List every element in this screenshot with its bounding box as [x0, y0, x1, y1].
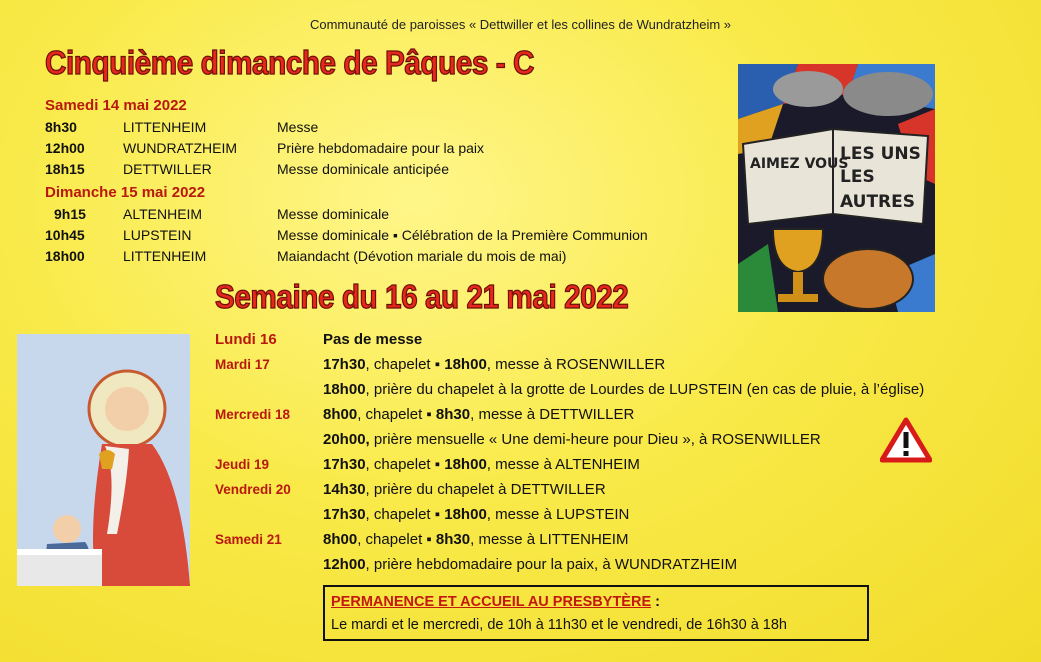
week-day-label: Vendredi 20 [215, 482, 291, 497]
weekend-title: Cinquième dimanche de Pâques - C [45, 44, 534, 81]
entry-time: 8h30 [45, 119, 77, 135]
schedule-row [45, 117, 725, 138]
week-day-label: Mardi 17 [215, 357, 270, 372]
week-entry: 14h30, prière du chapelet à DETTWILLER [323, 481, 606, 498]
week-row [215, 427, 995, 452]
weekend-schedule [45, 95, 725, 267]
week-day-label: Mercredi 18 [215, 407, 291, 422]
entry-place: WUNDRATZHEIM [123, 140, 238, 156]
entry-desc: Messe dominicale anticipée [277, 161, 449, 177]
warning-icon [880, 417, 932, 463]
entry-place: LITTENHEIM [123, 119, 207, 135]
schedule-row [45, 204, 725, 225]
entry-time: 18h00 [45, 248, 85, 264]
schedule-row [45, 138, 725, 159]
week-day-label: Lundi 16 [215, 331, 277, 348]
glass-text-4: AUTRES [840, 192, 915, 212]
entry-desc: Messe dominicale [277, 206, 390, 222]
glass-text-3: LES [840, 167, 875, 187]
glass-text-2: LES UNS [840, 144, 921, 164]
week-entry: 12h00, prière hebdomadaire pour la paix, à WUNDRATZHEIM [323, 556, 738, 573]
glass-text-1: AIMEZ VOUS [750, 156, 849, 172]
communion-image [17, 334, 190, 586]
schedule-row [45, 225, 725, 246]
weekend-day-heading: Dimanche 15 mai 2022 [45, 184, 206, 201]
week-entry: 17h30, chapelet ▪ 18h00, messe à ROSENWILLER [323, 356, 666, 373]
week-row [215, 552, 995, 577]
entry-desc: Messe [277, 119, 319, 135]
entry-place: LITTENHEIM [123, 248, 207, 264]
week-entry: 8h00, chapelet ▪ 8h30, messe à DETTWILLER [323, 406, 635, 423]
week-row [215, 352, 995, 377]
entry-place: LUPSTEIN [123, 227, 192, 243]
week-entry: 18h00, prière du chapelet à la grotte de Lourdes de LUPSTEIN (en cas de pluie, à l’église) [323, 381, 925, 398]
week-day-label: Jeudi 19 [215, 457, 270, 472]
week-entry: Pas de messe [323, 331, 423, 348]
entry-time: 10h45 [45, 227, 85, 243]
stained-glass-illustration [738, 64, 935, 312]
week-row [215, 477, 995, 502]
weekend-day-heading: Samedi 14 mai 2022 [45, 97, 187, 114]
entry-desc: Messe dominicale ▪ Célébration de la Première Communion [277, 227, 648, 243]
entry-place: ALTENHEIM [123, 206, 203, 222]
week-row [215, 402, 995, 427]
week-row [215, 327, 995, 352]
week-entry: 20h00, prière mensuelle « Une demi-heure pour Dieu », à ROSENWILLER [323, 431, 821, 448]
week-row [215, 527, 995, 552]
entry-time: 18h15 [45, 161, 85, 177]
stained-glass-image [738, 64, 935, 312]
week-day-label: Samedi 21 [215, 532, 282, 547]
week-schedule [215, 327, 995, 577]
week-entry: 8h00, chapelet ▪ 8h30, messe à LITTENHEIM [323, 531, 629, 548]
week-entry: 17h30, chapelet ▪ 18h00, messe à LUPSTEIN [323, 506, 630, 523]
office-hours-colon: : [651, 594, 660, 610]
week-row [215, 452, 995, 477]
entry-time: 12h00 [45, 140, 85, 156]
week-entry: 17h30, chapelet ▪ 18h00, messe à ALTENHEIM [323, 456, 640, 473]
entry-time: 9h15 [54, 206, 86, 222]
community-header: Communauté de paroisses « Dettwiller et les collines de Wundratzheim » [309, 17, 731, 32]
office-hours-box [323, 585, 869, 641]
entry-desc: Prière hebdomadaire pour la paix [277, 140, 485, 156]
office-hours-text: Le mardi et le mercredi, de 10h à 11h30 et le vendredi, de 16h30 à 18h [331, 617, 787, 633]
schedule-row [45, 246, 725, 267]
office-hours-heading: PERMANENCE ET ACCUEIL AU PRESBYTÈRE [331, 594, 652, 610]
week-row [215, 502, 995, 527]
entry-desc: Maiandacht (Dévotion mariale du mois de mai) [277, 248, 567, 264]
entry-place: DETTWILLER [123, 161, 212, 177]
communion-illustration [17, 334, 190, 586]
schedule-row [45, 159, 725, 180]
week-row [215, 377, 995, 402]
week-title: Semaine du 16 au 21 mai 2022 [215, 278, 629, 315]
